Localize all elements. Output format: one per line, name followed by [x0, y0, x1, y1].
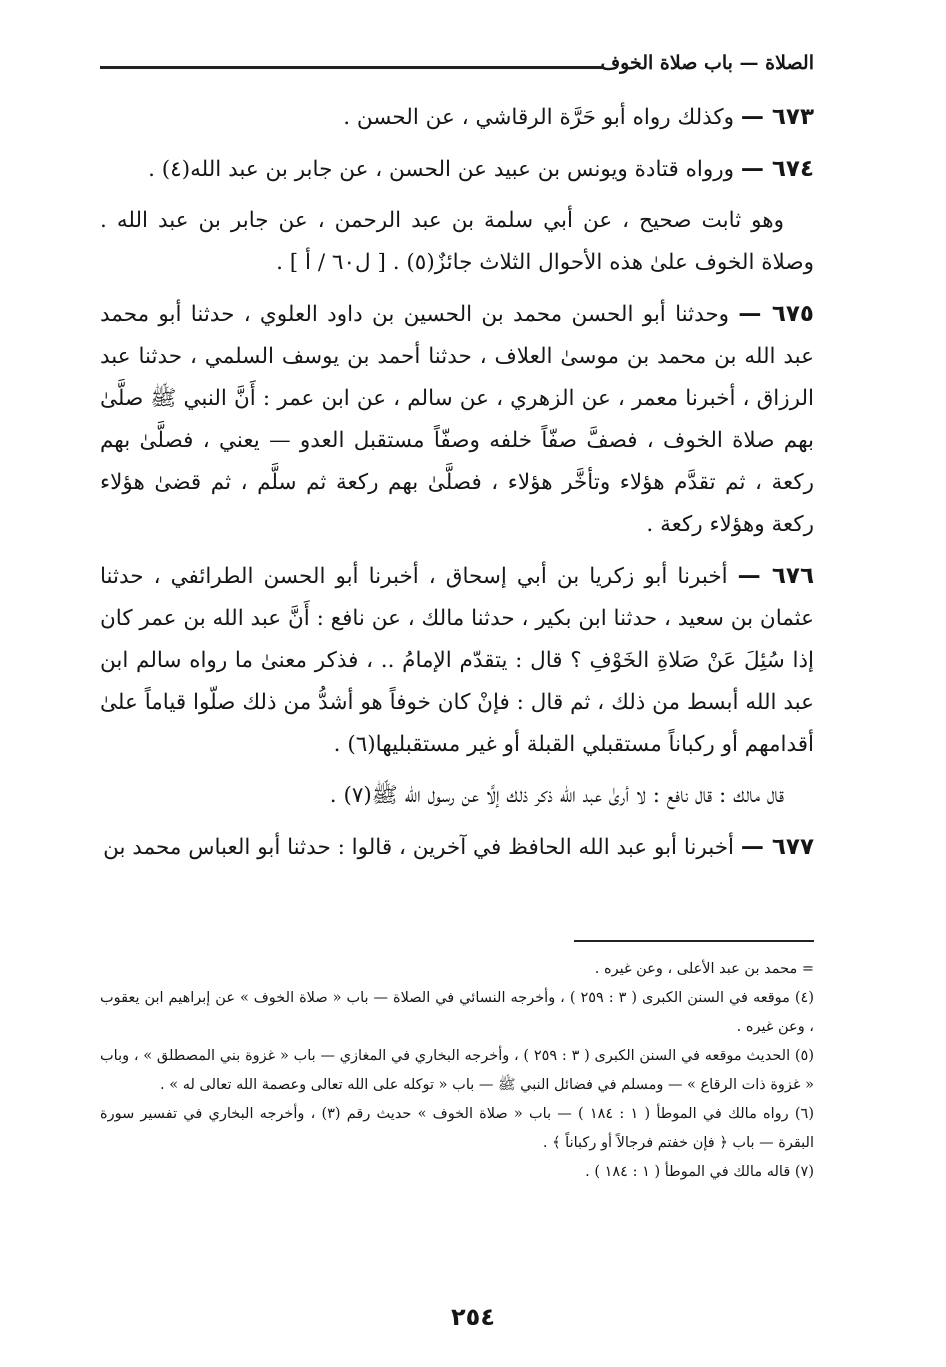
hadith-675: [100, 293, 814, 546]
hadith-text: أخبرنا أبو زكريا بن أبي إسحاق ، أخبرنا أبو الحسن الطرائفي ، حدثنا عثمان بن سعيد ، حدثنا ابن بكير ، حدثنا مالك ، عن نافع : أَنَّ عبد الله بن عمر كان إذا سُئِلَ عَنْ صَلاةِ الخَوْفِ ؟ قال : يتقدّم الإمامُ .. ، فذكر معنىٰ ما رواه سالم ابن عبد الله أبسط من ذلك ، ثم قال : فإنْ كان خوفاً هو أشدُّ من ذلك صلّوا قياماً علىٰ أقدامهم أو ركباناً مستقبلي القبلة أو غير مستقبليها(٦) .: [99, 564, 814, 757]
malik-quote-paragraph: [100, 775, 814, 817]
page-number: ٢٥٤: [451, 1303, 495, 1331]
footnote-6: (٦) رواه مالك في الموطأ ( ١ : ١٨٤ ) — باب « صلاة الخوف » حديث رقم (٣) ، وأخرجه البخاري في تفسير سورة البقرة — باب ﴿ فإن خفتم فرجالاً أو ركباناً ﴾ .: [100, 1106, 814, 1151]
hadith-676: [100, 555, 814, 766]
footnote-7: (٧) قاله مالك في الموطأ ( ١ : ١٨٤ ) .: [585, 1164, 814, 1180]
hadith-text: وحدثنا أبو الحسن محمد بن الحسين بن داود العلوي ، حدثنا أبو محمد عبد الله بن محمد بن موسىٰ العلاف ، حدثنا أحمد بن يوسف السلمي ، حدثنا عبد الرزاق ، أخبرنا معمر ، عن الزهري ، عن سالم ، عن ابن عمر : أَنَّ النبي ﷺ صلَّىٰ بهم صلاة الخوف ، فصفَّ صفّاً خلفه وصفّاً مستقبل العدو — يعني ، فصلَّىٰ بهم ركعة ، ثم تقدَّم هؤلاء وتأخَّر هؤلاء ، فصلَّىٰ بهم ركعة ثم سلَّم ، ثم قضىٰ هؤلاء ركعة وهؤلاء ركعة .: [100, 302, 814, 537]
hadith-text: وكذلك رواه أبو حَرَّة الرقاشي ، عن الحسن .: [343, 105, 741, 130]
commentary-paragraph: [100, 200, 814, 284]
hadith-number: ٦٧٦ —: [737, 563, 814, 589]
hadith-677: [100, 826, 814, 869]
footnote-5: (٥) الحديث موقعه في السنن الكبرى ( ٣ : ٢٥٩ ) ، وأخرجه البخاري في المغازي — باب « غزوة بني المصطلق » ، وباب « غزوة ذات الرقاع » — ومسلم في فضائل النبي ﷺ — باب « توكله على الله تعالى وعصمة الله تعالى له » .: [100, 1048, 814, 1093]
hadith-text: أخبرنا أبو عبد الله الحافظ في آخرين ، قالوا : حدثنا أبو العباس محمد بن: [103, 835, 741, 860]
footnote-continued: = محمد بن عبد الأعلى ، وعن غيره .: [594, 961, 814, 977]
footnotes: [100, 955, 814, 1187]
main-text: [100, 96, 814, 878]
hadith-673: [100, 96, 814, 139]
running-header: [100, 52, 814, 82]
hadith-number: ٦٧٣ —: [740, 104, 814, 130]
hadith-number: ٦٧٥ —: [738, 301, 814, 327]
header-rule: [100, 66, 604, 69]
footnotes-separator: [574, 940, 814, 942]
footnote-4: (٤) موقعه في السنن الكبرى ( ٣ : ٢٥٩ ) ، وأخرجه النسائي في الصلاة — باب « صلاة الخوف » عن إبراهيم ابن يعقوب ، وعن غيره .: [100, 990, 814, 1035]
hadith-number: ٦٧٧ —: [740, 834, 814, 860]
commentary-text: وهو ثابت صحيح ، عن أبي سلمة بن عبد الرحمن ، عن جابر بن عبد الله . وصلاة الخوف علىٰ هذه الأحوال الثلاث جائزٌ(٥) . [ ل٦٠ / أ ] .: [100, 208, 814, 275]
hadith-674: [100, 148, 814, 191]
hadith-text: ورواه قتادة ويونس بن عبيد عن الحسن ، عن جابر بن عبد الله(٤) .: [148, 157, 741, 182]
hadith-number: ٦٧٤ —: [740, 156, 814, 182]
running-header-title: الصلاة — باب صلاة الخوف: [600, 52, 814, 74]
quote-text: قال مالك : قال نافع : لا أرىٰ عبد الله ذكر ذلك إلَّا عن رسول الله ﷺ(٧) .: [329, 783, 784, 808]
